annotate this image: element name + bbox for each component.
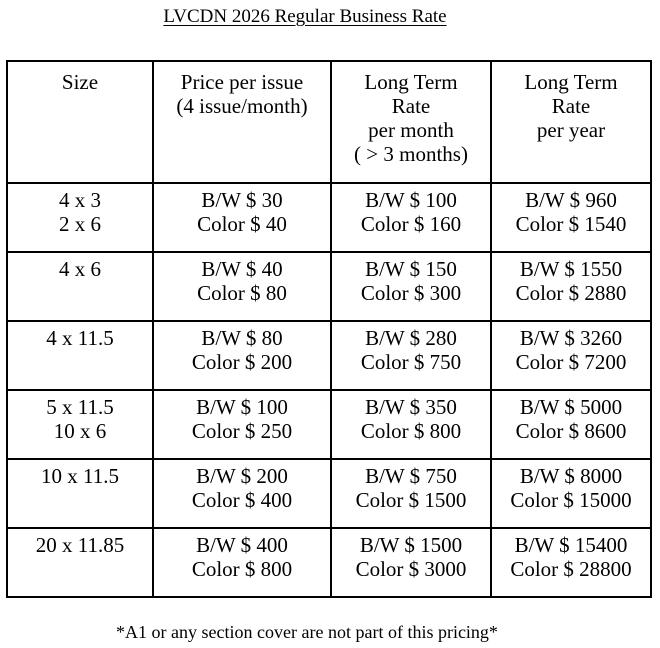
table-row — [7, 528, 651, 597]
color-price: Color $ 3000 — [355, 557, 467, 581]
table-row — [7, 321, 651, 390]
per-issue-cell — [153, 252, 331, 321]
size-value: 2 x 6 — [59, 212, 101, 236]
bw-price: B/W $ 350 — [365, 395, 457, 419]
color-price: Color $ 200 — [191, 350, 293, 374]
bw-price: B/W $ 8000 — [519, 464, 623, 488]
table-row — [7, 252, 651, 321]
header-price-per-issue — [153, 61, 331, 183]
bw-price: B/W $ 80 — [201, 326, 283, 350]
header-row — [7, 61, 651, 183]
size-cell — [7, 459, 153, 528]
header-year-line-2: Rate — [551, 94, 591, 118]
color-price: Color $ 80 — [197, 281, 287, 305]
header-month-line-3: per month — [368, 118, 454, 142]
size-cell — [7, 252, 153, 321]
per-year-cell — [491, 528, 651, 597]
size-value: 10 x 11.5 — [41, 464, 119, 488]
table-row — [7, 183, 651, 252]
color-price: Color $ 300 — [360, 281, 462, 305]
color-price: Color $ 8600 — [515, 419, 627, 443]
per-month-cell — [331, 459, 491, 528]
color-price: Color $ 160 — [360, 212, 462, 236]
size-cell — [7, 321, 153, 390]
color-price: Color $ 15000 — [510, 488, 632, 512]
bw-price: B/W $ 1500 — [359, 533, 463, 557]
size-cell — [7, 183, 153, 252]
per-issue-cell — [153, 528, 331, 597]
bw-price: B/W $ 3260 — [519, 326, 623, 350]
per-issue-cell — [153, 459, 331, 528]
bw-price: B/W $ 400 — [196, 533, 288, 557]
header-price-line-2: (4 issue/month) — [176, 94, 308, 118]
color-price: Color $ 1540 — [515, 212, 627, 236]
bw-price: B/W $ 40 — [201, 257, 283, 281]
per-month-cell — [331, 390, 491, 459]
color-price: Color $ 7200 — [515, 350, 627, 374]
color-price: Color $ 750 — [360, 350, 462, 374]
bw-price: B/W $ 100 — [365, 188, 457, 212]
header-size-line-1: Size — [61, 70, 99, 94]
per-year-cell — [491, 390, 651, 459]
bw-price: B/W $ 1550 — [519, 257, 623, 281]
bw-price: B/W $ 280 — [365, 326, 457, 350]
header-year-line-3: per year — [536, 118, 606, 142]
per-month-cell — [331, 252, 491, 321]
bw-price: B/W $ 750 — [365, 464, 457, 488]
size-value: 4 x 11.5 — [46, 326, 114, 350]
per-year-cell — [491, 183, 651, 252]
per-month-cell — [331, 528, 491, 597]
per-year-cell — [491, 321, 651, 390]
per-year-cell — [491, 252, 651, 321]
color-price: Color $ 2880 — [515, 281, 627, 305]
color-price: Color $ 800 — [191, 557, 293, 581]
header-year-line-1: Long Term — [524, 70, 618, 94]
table-row — [7, 459, 651, 528]
footnote: *A1 or any section cover are not part of this pricing* — [116, 622, 498, 642]
page-title: LVCDN 2026 Regular Business Rate — [163, 6, 447, 27]
rate-table — [6, 60, 652, 598]
size-value: 4 x 3 — [59, 188, 101, 212]
bw-price: B/W $ 200 — [196, 464, 288, 488]
color-price: Color $ 40 — [197, 212, 287, 236]
size-cell — [7, 528, 153, 597]
header-long-term-year — [491, 61, 651, 183]
header-long-term-month — [331, 61, 491, 183]
per-issue-cell — [153, 390, 331, 459]
per-issue-cell — [153, 183, 331, 252]
per-issue-cell — [153, 321, 331, 390]
size-cell — [7, 390, 153, 459]
color-price: Color $ 800 — [360, 419, 462, 443]
header-price-line-1: Price per issue — [180, 70, 304, 94]
per-month-cell — [331, 183, 491, 252]
per-month-cell — [331, 321, 491, 390]
size-value: 10 x 6 — [53, 419, 107, 443]
size-value: 20 x 11.85 — [35, 533, 125, 557]
header-month-line-1: Long Term — [364, 70, 458, 94]
bw-price: B/W $ 960 — [525, 188, 617, 212]
color-price: Color $ 400 — [191, 488, 293, 512]
bw-price: B/W $ 5000 — [519, 395, 623, 419]
color-price: Color $ 1500 — [355, 488, 467, 512]
header-month-line-4: ( > 3 months) — [354, 142, 468, 166]
bw-price: B/W $ 150 — [365, 257, 457, 281]
size-value: 4 x 6 — [59, 257, 101, 281]
bw-price: B/W $ 15400 — [514, 533, 628, 557]
color-price: Color $ 250 — [191, 419, 293, 443]
bw-price: B/W $ 100 — [196, 395, 288, 419]
size-value: 5 x 11.5 — [46, 395, 114, 419]
header-month-line-2: Rate — [391, 94, 431, 118]
header-size — [7, 61, 153, 183]
table-row — [7, 390, 651, 459]
color-price: Color $ 28800 — [510, 557, 632, 581]
bw-price: B/W $ 30 — [201, 188, 283, 212]
per-year-cell — [491, 459, 651, 528]
